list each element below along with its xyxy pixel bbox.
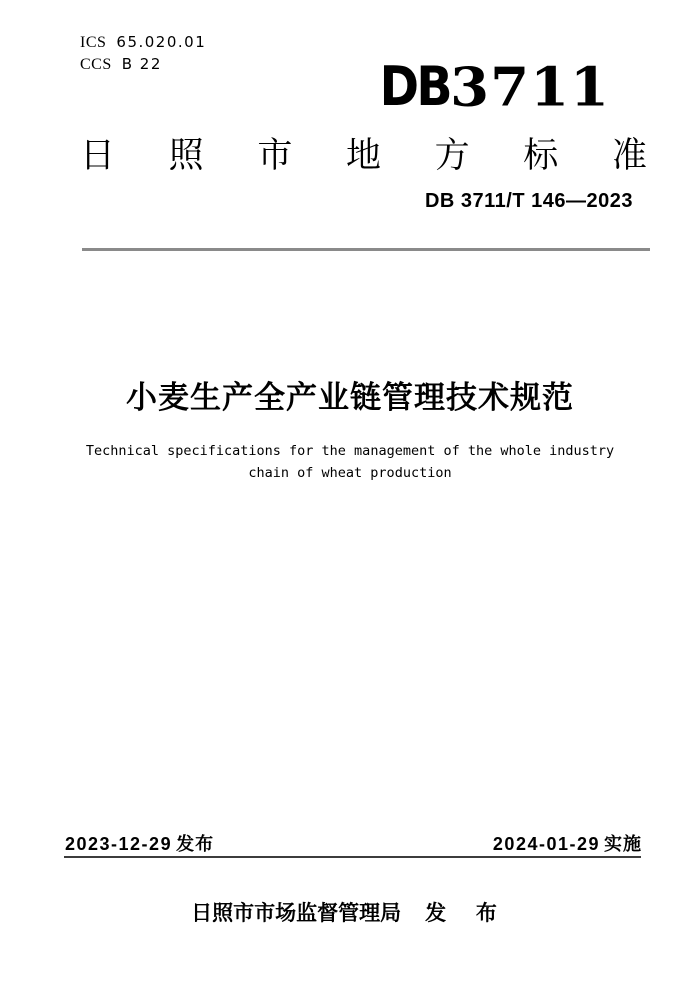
footer-divider-line <box>64 856 641 858</box>
ics-row <box>80 31 206 53</box>
header-divider-line <box>82 248 650 251</box>
implementation-date-group <box>493 830 642 856</box>
publish-label: 发 布 <box>425 902 509 925</box>
standard-name-char: 标 <box>523 136 559 175</box>
document-number: DB 3711/T 146—2023 <box>424 190 633 212</box>
standard-name-char: 照 <box>168 136 204 175</box>
document-title-en <box>0 440 700 484</box>
ccs-row <box>80 53 206 75</box>
document-title-en-line1: Technical specifications for the management of the whole industry <box>85 443 615 459</box>
standard-name-char: 市 <box>257 136 293 175</box>
document-title-en-line2: chain of wheat production <box>248 465 452 481</box>
implementation-date: 2024-01-29 <box>492 834 600 854</box>
ics-label: ICS <box>80 34 107 51</box>
implementation-label: 实施 <box>604 834 642 854</box>
standard-name-char: 准 <box>611 136 647 175</box>
ccs-value: B 22 <box>121 55 162 73</box>
db-standard-logo <box>370 55 610 119</box>
issue-label: 发布 <box>176 834 215 854</box>
standard-name-char: 方 <box>434 136 470 175</box>
standard-name-char: 日 <box>80 136 116 175</box>
standard-type-title <box>80 128 647 178</box>
issue-date-group <box>65 830 214 856</box>
ccs-label: CCS <box>80 56 112 73</box>
issue-date: 2023-12-29 <box>65 834 173 854</box>
standard-name-char: 地 <box>345 136 381 175</box>
publisher-name: 日照市市场监督管理局 <box>191 902 402 925</box>
classification-codes <box>80 31 206 75</box>
publisher-row <box>0 897 700 927</box>
ics-value: 65.020.01 <box>116 33 207 51</box>
footer-dates <box>65 830 642 854</box>
db-logo-letters: DB <box>379 55 451 118</box>
db-logo-number: 3711 <box>450 56 610 119</box>
document-title-zh: 小麦生产全产业链管理技术规范 <box>126 380 574 415</box>
